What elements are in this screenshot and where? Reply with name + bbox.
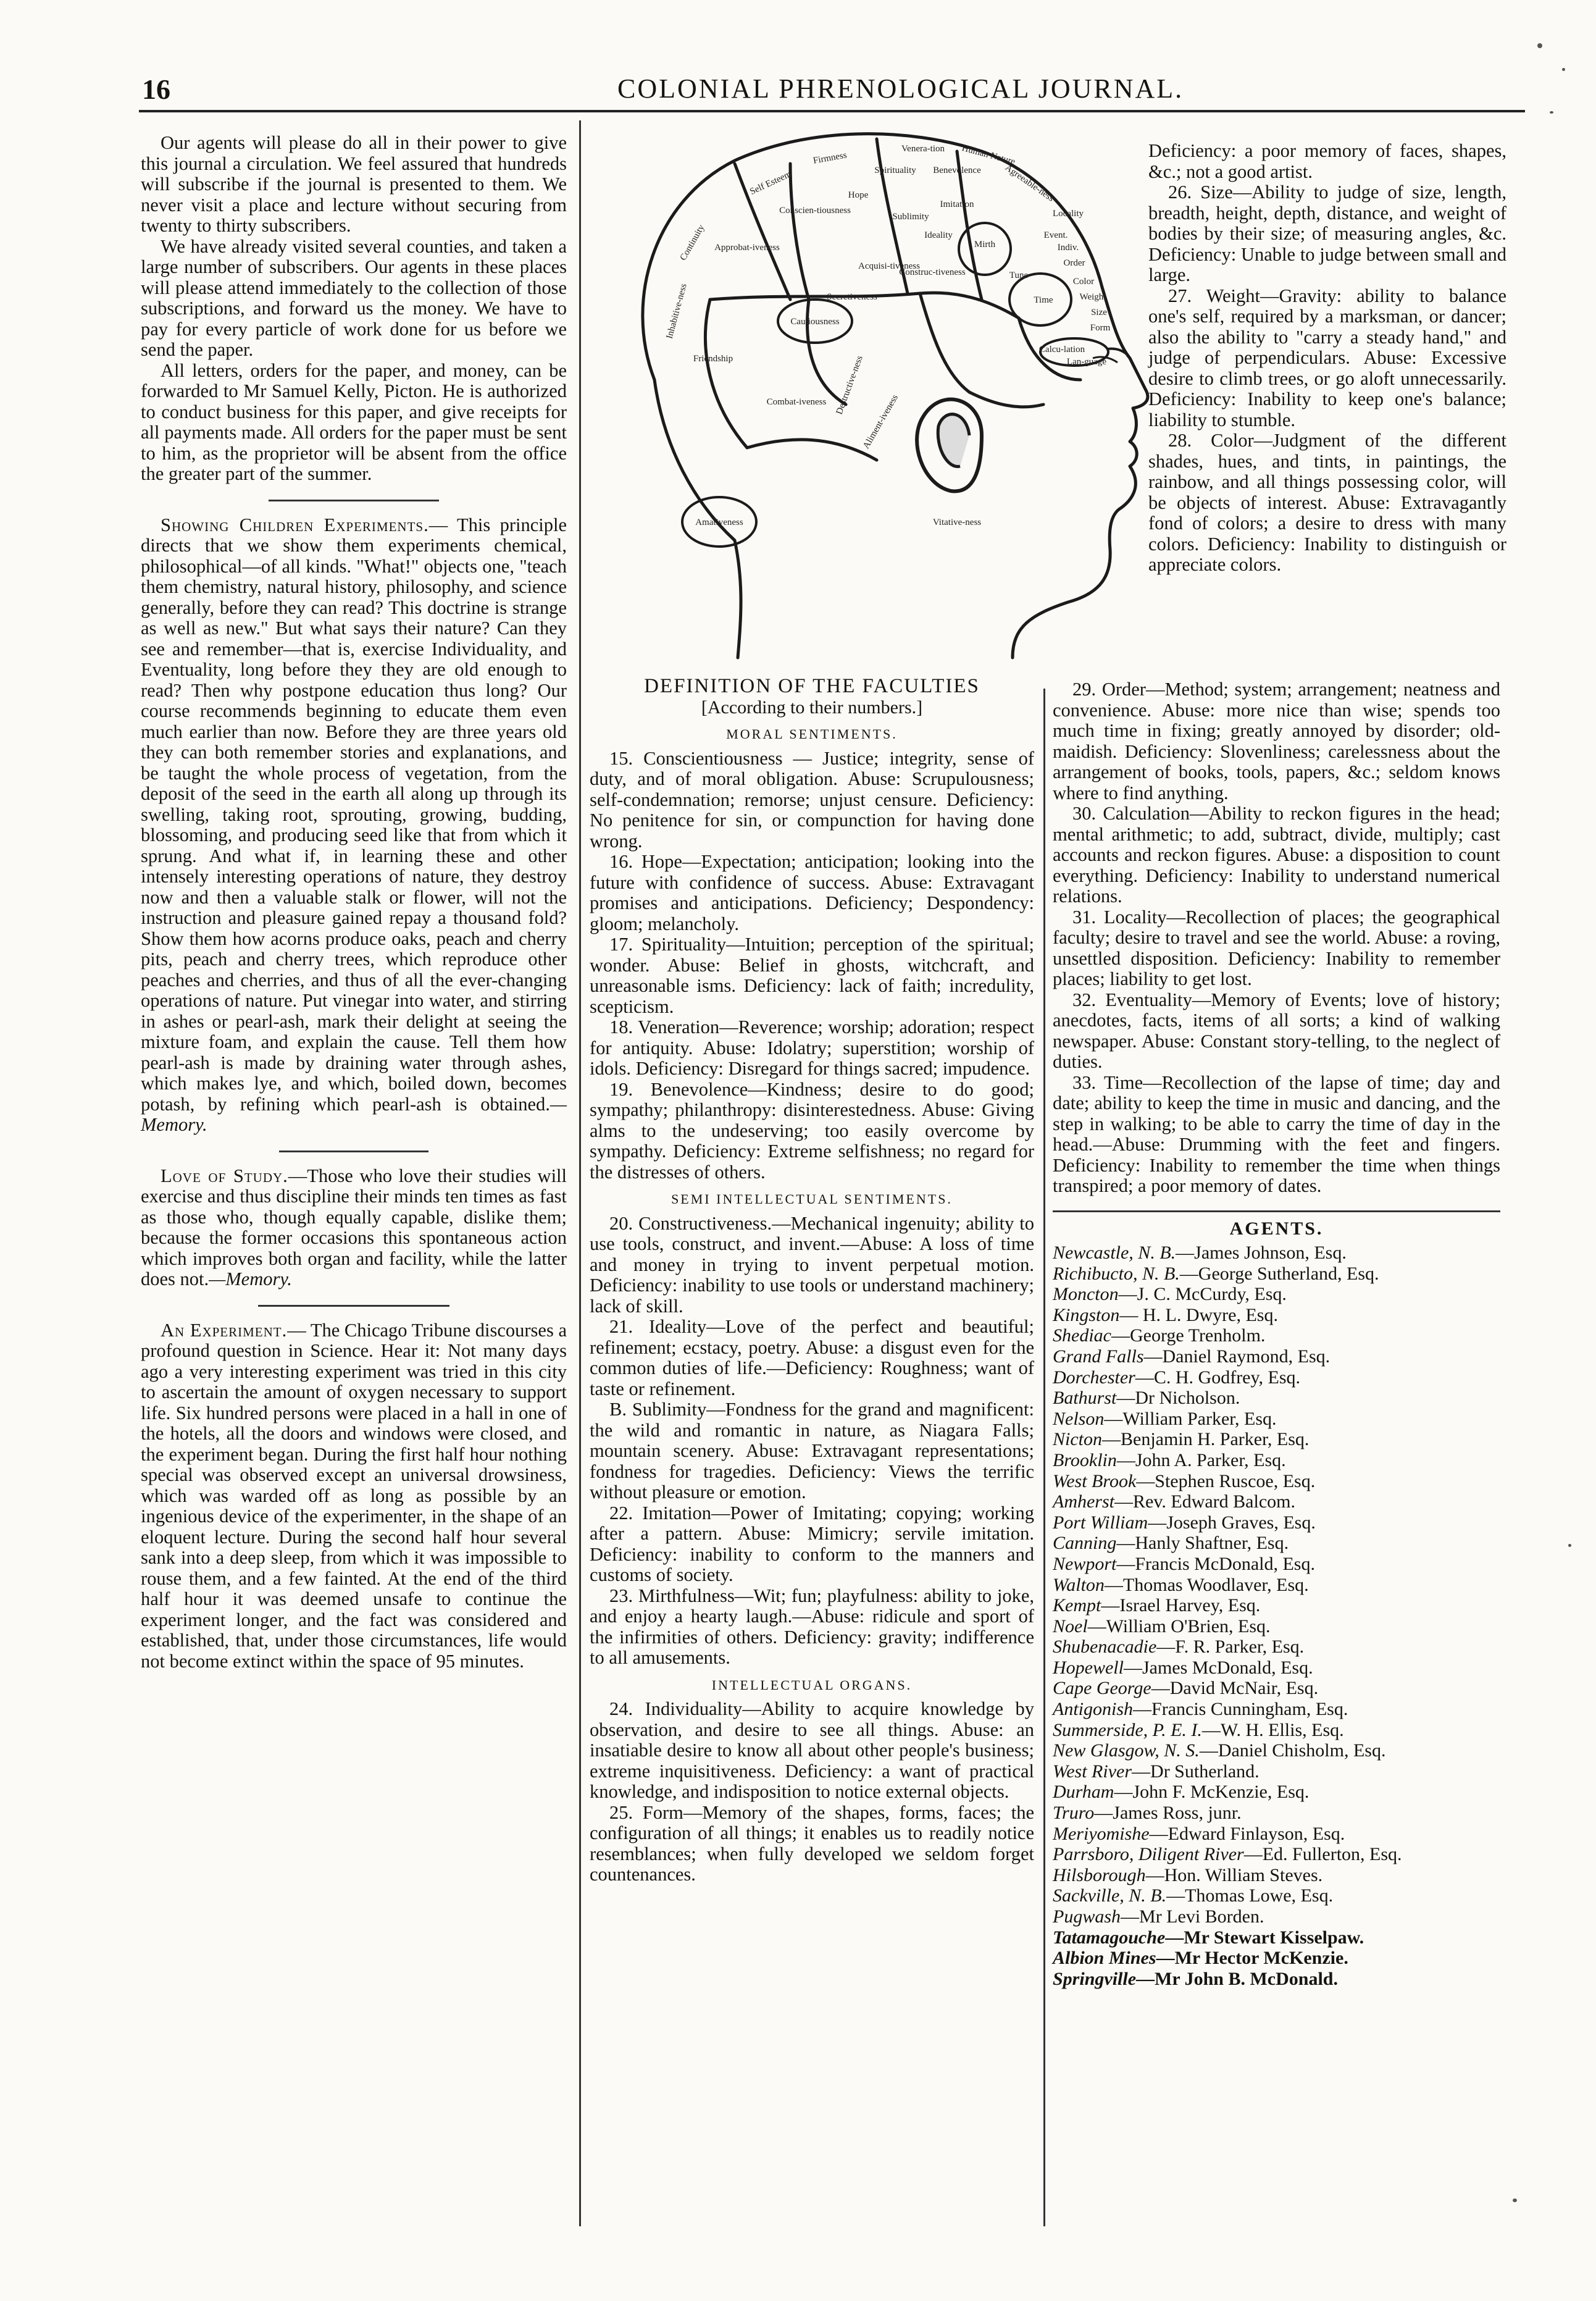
faculty-entry: 32. Eventuality—Memory of Events; love of history; anecdotes, facts, items of all sorts; a kind of walking newspaper. Abuse: Constant story-telling, to the neglect of duties. — [1053, 989, 1500, 1072]
agent-name: —Benjamin H. Parker, Esq. — [1102, 1429, 1310, 1450]
agents-title: AGENTS. — [1229, 1218, 1324, 1239]
agent-entry — [1053, 1616, 1500, 1637]
head-label: Vitative-ness — [932, 518, 982, 527]
running-title: COLONIAL PHRENOLOGICAL JOURNAL. — [617, 73, 1184, 104]
faculty-entry: 23. Mirthfulness—Wit; fun; playfulness: ability to joke, and enjoy a hearty laugh.—Abuse: ridicule and sport of the infirmities of others. Deficiency: gravity; indifference to all amusements. — [590, 1585, 1034, 1668]
faculty-entry: 33. Time—Recollection of the lapse of time; day and date; ability to keep the time in music and dancing, and the step in walking; to be able to carry the time of day in the head.—Abuse: Drumming with the feet and fingers. Deficiency: Inability to remember the time when things transpired; a poor memory of dates. — [1053, 1071, 1500, 1196]
agent-entry — [1053, 1699, 1500, 1720]
agent-entry — [1053, 1658, 1500, 1679]
head-label: Hope — [848, 190, 869, 200]
agent-name: —Francis McDonald, Esq. — [1116, 1553, 1315, 1574]
agent-entry — [1053, 1595, 1500, 1616]
semi-intellectual-heading: SEMI INTELLECTUAL SENTIMENTS. — [671, 1191, 953, 1207]
agent-entry — [1053, 1948, 1500, 1969]
article-experiment — [141, 1320, 567, 1672]
agent-name: —George Sutherland, Esq. — [1179, 1263, 1379, 1284]
agent-place: Bathurst — [1053, 1388, 1117, 1409]
definition-of-faculties — [590, 676, 1034, 1885]
head-label: Weight — [1079, 292, 1106, 302]
faculty-entry: 29. Order—Method; system; arrangement; neatness and convenience. Abuse: more nice than wise; spends too much time in fixing; greatly annoyed by disorder; old-maidish. Deficiency: Slovenliness; carelessness about the arrangement of books, tools, papers, &c.; seldom knows where to find anything. — [1053, 679, 1500, 803]
agent-place: Albion Mines — [1053, 1948, 1156, 1969]
agent-entry — [1053, 1305, 1500, 1326]
print-speck — [1513, 2198, 1517, 2202]
agent-name: —Ed. Fullerton, Esq. — [1243, 1844, 1402, 1865]
head-label: Combat-iveness — [766, 397, 827, 407]
agent-entry — [1053, 1803, 1500, 1824]
agent-place: West River — [1053, 1761, 1132, 1782]
agent-name: —Mr Hector McKenzie. — [1156, 1948, 1348, 1969]
head-label: Lan-guage — [1066, 357, 1107, 367]
agent-name: —John A. Parker, Esq. — [1116, 1449, 1286, 1470]
faculty-entry: 19. Benevolence—Kindness; desire to do good; sympathy; philanthropy: disinterestedness. Abuse: Giving alms to the undeserving; too easily overcome by sympathy. Deficiency: Extreme selfishness; no regard for the distresses of others. — [590, 1078, 1034, 1183]
faculty-entry: 24. Individuality—Ability to acquire knowledge by observation, and desire to see all things. Abuse: an insatiable desire to know all about other people's business; extreme inquisitiveness. Deficiency: a want of practical knowledge, and indisposition to notice external objects. — [590, 1698, 1034, 1802]
agent-name: —Daniel Chisholm, Esq. — [1199, 1740, 1386, 1761]
agent-entry — [1053, 1450, 1500, 1471]
agent-place: Walton — [1053, 1574, 1105, 1595]
agent-place: New Glasgow, N. S. — [1053, 1740, 1200, 1761]
head-label: Mirth — [974, 240, 996, 249]
agent-name: —George Trenholm. — [1111, 1325, 1266, 1346]
article-love-of-study — [141, 1166, 567, 1290]
head-label: Cautiousness — [790, 317, 840, 327]
faculty-entry: 20. Constructiveness.—Mechanical ingenuity; ability to use tools, construct, and invent.—Abuse: A loss of time and money in trying to invent perpetual motion. Deficiency: inability to use tools or understand machinery; lack of skill. — [590, 1212, 1034, 1317]
article-title: An Experiment. — [161, 1319, 288, 1341]
agent-entry — [1053, 1906, 1500, 1927]
head-label: Locality — [1053, 209, 1084, 219]
faculty-entry: 16. Hope—Expectation; anticipation; looking into the future with confidence of success. Abuse: Extravagant promises and anticipations. Deficiency; Despondency: gloom; melancholy. — [590, 851, 1034, 934]
section-divider — [258, 1305, 450, 1307]
head-label: Amativeness — [695, 518, 743, 527]
agent-name: —C. H. Godfrey, Esq. — [1135, 1367, 1301, 1388]
agent-name: —W. H. Ellis, Esq. — [1201, 1719, 1344, 1740]
article-body: — The Chicago Tribune discourses a profound question in Science. Hear it: Not many days ago a very interesting experiment was tried in this city to ascertain the amount of oxygen necessary to support life. Six hundred persons were placed in a hall in one of the hotels, all the doors and windows were closed, and the experiment began. During the first half hour nothing special was observed except an universal drowsiness, which was warded off as long as possible by an ingenious device of the experimenter, in the shape of an eloquent lecture. During the second half hour several sank into a deep sleep, from which it was impossible to rouse them, and a few fainted. At the end of the third half hour it was deemed unsafe to continue the experiment longer, and the fact was considered and established, that, under those circumstances, life would not become extinct within the space of 95 minutes. — [141, 1319, 567, 1672]
article-source: —Memory. — [209, 1268, 292, 1289]
agent-entry — [1053, 1844, 1500, 1865]
agent-name: —Mr John B. McDonald. — [1136, 1968, 1338, 1989]
agent-name: —Mr Levi Borden. — [1121, 1906, 1264, 1927]
agent-entry — [1053, 1761, 1500, 1782]
section-title: DEFINITION OF THE FACULTIES — [644, 675, 980, 697]
faculty-entry: 28. Color—Judgment of the different shades, hues, and tints, in paintings, the rainbow, and all things possessing color, will be objects of interest. Abuse: Extravagantly fond of colors; a desire to dress with many colors. Deficiency: Inability to distinguish or appreciate colors. — [1148, 430, 1506, 575]
header-rule — [139, 110, 1525, 112]
head-label: Destructive-ness — [834, 354, 865, 416]
print-speck — [1562, 68, 1565, 71]
agent-name: —Mr Stewart Kisselpaw. — [1165, 1927, 1364, 1948]
agent-place: Cape George — [1053, 1678, 1151, 1699]
head-label: Ideality — [924, 230, 953, 240]
agent-entry — [1053, 1533, 1500, 1554]
agent-place: Tatamagouche — [1053, 1927, 1166, 1948]
print-speck — [1537, 43, 1542, 48]
head-label: Inhabitive-ness — [664, 282, 689, 340]
paragraph: Our agents will please do all in their power to give this journal a circulation. We feel assured that hundreds will subscribe if the journal is presented to them. We never visit a place and lecture without securing from twenty to thirty subscribers. — [141, 132, 567, 236]
agent-entry — [1053, 1325, 1500, 1346]
article-children-experiments — [141, 515, 567, 1136]
agent-place: Antigonish — [1053, 1699, 1134, 1720]
article-source: —Memory. — [141, 1093, 567, 1135]
agent-name: —J. C. McCurdy, Esq. — [1118, 1284, 1287, 1305]
agent-name: —David McNair, Esq. — [1151, 1678, 1319, 1699]
agent-place: Canning — [1053, 1533, 1117, 1554]
agent-place: Moncton — [1053, 1284, 1119, 1305]
agent-place: Kingston — [1053, 1304, 1120, 1325]
print-speck — [1568, 1544, 1571, 1547]
head-label: Venera-tion — [901, 144, 945, 154]
faculty-entry: 30. Calculation—Ability to reckon figures in the head; mental arithmetic; to add, subtract, divide, multiply; cast accounts and reckon figures. Abuse: a disposition to count everything. Deficiency: Inability to understand numerical relations. — [1053, 803, 1500, 907]
agent-place: Brooklin — [1053, 1449, 1117, 1470]
section-divider — [269, 500, 439, 501]
agent-name: —Hon. William Steves. — [1145, 1864, 1323, 1885]
agent-name: —F. R. Parker, Esq. — [1156, 1637, 1305, 1658]
section-subtitle: [According to their numbers.] — [701, 697, 923, 718]
agent-name: —Thomas Woodlaver, Esq. — [1104, 1574, 1309, 1595]
agent-entry — [1053, 1367, 1500, 1388]
faculty-entry: 15. Conscientiousness — Justice; integrity, sense of duty, and of moral obligation. Abuse: Scrupulousness; self-condemnation; remorse; unjust censure. Deficiency: No penitence for sin, or compunction for having done wrong. — [590, 747, 1034, 852]
faculty-entry: 31. Locality—Recollection of places; the geographical faculty; desire to travel and see the world. Abuse: a roving, unsettled disposition. Deficiency: Inability to remember places; liability to get lost. — [1053, 906, 1500, 989]
head-label: Sublimity — [892, 212, 929, 222]
agent-place: Richibucto, N. B. — [1053, 1263, 1180, 1284]
agent-name: —Joseph Graves, Esq. — [1148, 1512, 1316, 1533]
agent-place: Noel — [1053, 1616, 1088, 1637]
agent-entry — [1053, 1865, 1500, 1886]
agent-entry — [1053, 1243, 1500, 1264]
agent-name: —James McDonald, Esq. — [1123, 1657, 1313, 1678]
agent-place: Durham — [1053, 1782, 1114, 1803]
agent-place: Parrsboro, Diligent River — [1053, 1844, 1244, 1865]
head-label: Calcu-lation — [1038, 345, 1085, 354]
agent-name: —Israel Harvey, Esq. — [1101, 1595, 1261, 1616]
faculty-entry: 21. Ideality—Love of the perfect and beautiful; refinement; ecstacy, poetry. Abuse: a disgust even for the common duties of life.—Deficiency: Roughness; want of taste or refinement. — [590, 1316, 1034, 1399]
faculty-entry: 26. Size—Ability to judge of size, length, breadth, height, depth, distance, and weight of bodies by their size; of measuring angles, &c. Deficiency: Unable to judge between small and large. — [1148, 182, 1506, 285]
agent-place: Meriyomishe — [1053, 1823, 1150, 1844]
agent-entry — [1053, 1264, 1500, 1285]
agent-entry — [1053, 1969, 1500, 1990]
agent-entry — [1053, 1491, 1500, 1512]
faculty-entry: Deficiency: a poor memory of faces, shapes, &c.; not a good artist. — [1148, 140, 1506, 182]
faculty-entry: 25. Form—Memory of the shapes, forms, faces; the configuration of all things; it enables us to readily notice resemblances; when fully developed we seldom forget countenances. — [590, 1801, 1034, 1885]
agent-place: Truro — [1053, 1803, 1095, 1824]
article-body: — This principle directs that we show them experiments chemical, philosophical—of all kinds. "What!" objects one, "teach them chemistry, natural history, philosophy, and science generally, before they can read? This doctrine is strange as well as new." But what says their nature? Can they see and remember—that is, exercise Individuality, and Eventuality, long before they they are old enough to read? Then why postpone education thus long? Our course recommends beginning to educate them even much earlier than now. Before they are three years old they can both remember stories and explanations, and be taught the whole process of vegetation, from the deposit of the seed in the earth all along up through its swelling, taking root, sprouting, growing, budding, blossoming, and producing seed like that from which it sprung. And what if, in learning these and other intensely interesting operations of nature, they destroy now and then a valuable stalk or flower, will not the instruction and pleasure gained repay a thousand fold? Show them how acorns produce oaks, peach and cherry pits, peach and cherry trees, which reproduce other peaches and cherries, and thus of all the ever-changing operations of nature. Put vinegar into water, and stirring in ashes or pearl-ash, mark their delight at seeing the mixture foam, and explain the cause. Tell them how pearl-ash is made by draining water through ashes, which makes lye, and which, boiled down, becomes potash, by refining which pearl-ash is obtained. — [141, 514, 567, 1115]
agent-name: — H. L. Dwyre, Esq. — [1119, 1304, 1278, 1325]
agent-place: Hopewell — [1053, 1657, 1124, 1678]
faculties-continued-top — [1148, 141, 1506, 576]
agent-entry — [1053, 1512, 1500, 1533]
agent-place: Hilsborough — [1053, 1864, 1146, 1885]
head-label: Continuity — [678, 223, 707, 262]
agent-place: Kempt — [1053, 1595, 1101, 1616]
moral-sentiments-heading: MORAL SENTIMENTS. — [726, 726, 898, 742]
faculty-entry: 22. Imitation—Power of Imitating; copying; working after a pattern. Abuse: Mimicry; servile imitation. Deficiency: inability to conform to the manners and customs of society. — [590, 1502, 1034, 1585]
head-label: Benevolence — [933, 166, 981, 175]
print-speck — [1550, 111, 1553, 114]
agent-entry — [1053, 1554, 1500, 1575]
intellectual-organs-heading: INTELLECTUAL ORGANS. — [711, 1677, 913, 1693]
article-body: —Those who love their studies will exercise and thus discipline their minds ten times as fast as those who, though equally capable, dislike them; because the former occasions this spontaneous action which improves both organ and facility, while the latter does not. — [141, 1165, 567, 1289]
agent-name: —Dr Nicholson. — [1116, 1388, 1240, 1409]
head-label: Indiv. — [1057, 243, 1079, 253]
agent-place: Newport — [1053, 1553, 1117, 1574]
head-label: Firmness — [812, 150, 848, 166]
head-label: Friendship — [693, 354, 733, 364]
faculty-entry: 18. Veneration—Reverence; worship; adoration; respect for antiquity. Abuse: Idolatry; superstition; worship of idols. Deficiency: Disregard for things sacred; impudence. — [590, 1016, 1034, 1079]
agent-place: Springville — [1053, 1968, 1137, 1989]
agent-name: —John F. McKenzie, Esq. — [1114, 1782, 1310, 1803]
agents-notice — [141, 133, 567, 485]
agent-place: Sackville, N. B. — [1053, 1885, 1167, 1906]
agent-place: Newcastle, N. B. — [1053, 1243, 1176, 1263]
agent-place: Nelson — [1053, 1408, 1105, 1429]
agent-name: —Dr Sutherland. — [1132, 1761, 1260, 1782]
agent-entry — [1053, 1927, 1500, 1948]
agent-name: —William O'Brien, Esq. — [1087, 1616, 1271, 1637]
agent-place: Shediac — [1053, 1325, 1111, 1346]
agent-entry — [1053, 1471, 1500, 1492]
head-label: Event. — [1043, 230, 1068, 240]
agent-place: Summerside, P. E. I. — [1053, 1719, 1202, 1740]
agent-name: —Francis Cunningham, Esq. — [1133, 1699, 1348, 1720]
agent-place: Shubenacadie — [1053, 1637, 1157, 1658]
agent-entry — [1053, 1637, 1500, 1658]
head-label: Imitation — [940, 199, 974, 209]
agent-entry — [1053, 1740, 1500, 1761]
agent-entry — [1053, 1388, 1500, 1409]
head-label: Secretiveness — [827, 292, 877, 302]
agent-name: —Rev. Edward Balcom. — [1114, 1491, 1295, 1512]
article-title: Showing Children Experiments. — [161, 514, 429, 535]
agent-name: —Daniel Raymond, Esq. — [1143, 1346, 1331, 1367]
agent-name: —Thomas Lowe, Esq. — [1166, 1885, 1334, 1906]
agent-place: Pugwash — [1053, 1906, 1121, 1927]
agent-name: —James Ross, junr. — [1094, 1803, 1242, 1824]
agent-name: —Edward Finlayson, Esq. — [1149, 1823, 1345, 1844]
head-label: Conscien-tiousness — [779, 206, 851, 216]
agent-entry — [1053, 1346, 1500, 1367]
agent-entry — [1053, 1720, 1500, 1741]
agent-entry — [1053, 1678, 1500, 1699]
faculty-entry: 17. Spirituality—Intuition; perception of the spiritual; wonder. Abuse: Belief in ghosts, witchcraft, and unreasonable isms. Deficiency: lack of faith; incredulity, scepticism. — [590, 934, 1034, 1017]
head-label: Construc-tiveness — [899, 267, 966, 277]
agent-entry — [1053, 1824, 1500, 1845]
agent-place: West Brook — [1053, 1470, 1137, 1491]
agent-place: Dorchester — [1053, 1367, 1135, 1388]
agent-name: —Stephen Ruscoe, Esq. — [1136, 1470, 1316, 1491]
head-label: Color — [1072, 277, 1095, 287]
agents-list — [1053, 1243, 1500, 1989]
head-label: Human Nature — [961, 143, 1016, 167]
agent-entry — [1053, 1782, 1500, 1803]
agent-name: —James Johnson, Esq. — [1176, 1243, 1347, 1263]
agents-rule — [1053, 1210, 1500, 1212]
agent-name: —Hanly Shaftner, Esq. — [1116, 1533, 1289, 1554]
head-label: Order — [1063, 258, 1085, 268]
agent-entry — [1053, 1409, 1500, 1430]
faculty-entry: B. Sublimity—Fondness for the grand and magnificent: the wild and romantic in nature, as Niagara Falls; mountain scenery. Abuse: Extravagant representations; fondness for tragedies. Deficiency: Views the terrific without pleasure or emotion. — [590, 1399, 1034, 1503]
head-label: Self Esteem — [748, 169, 793, 197]
agent-place: Grand Falls — [1053, 1346, 1144, 1367]
agent-name: —William Parker, Esq. — [1104, 1408, 1277, 1429]
section-divider — [279, 1150, 428, 1152]
agent-entry — [1053, 1429, 1500, 1450]
column-left — [141, 133, 567, 1672]
head-label: Tune — [1009, 270, 1029, 280]
head-label: Agreeable-ness — [1003, 162, 1056, 204]
head-label: Acquisi-tiveness — [858, 261, 920, 271]
head-label: Spirituality — [874, 166, 916, 175]
head-label: Approbat-iveness — [714, 243, 780, 253]
agent-place: Nicton — [1053, 1429, 1102, 1450]
agent-place: Amherst — [1053, 1491, 1114, 1512]
agent-entry — [1053, 1284, 1500, 1305]
article-title: Love of Study. — [161, 1165, 288, 1186]
agent-entry — [1053, 1885, 1500, 1906]
faculties-continued — [1053, 679, 1500, 1989]
agent-place: Port William — [1053, 1512, 1148, 1533]
head-label: Form — [1090, 323, 1111, 333]
column-rule-right — [1043, 689, 1045, 2226]
head-label: Time — [1034, 295, 1053, 305]
paragraph: All letters, orders for the paper, and money, can be forwarded to Mr Samuel Kelly, Picton. He is authorized to conduct business for this paper, and give receipts for all payments made. All orders for the paper must be sent to him, as the proprietor will be absent from the office the greater part of the summer. — [141, 359, 567, 484]
faculty-entry: 27. Weight—Gravity: ability to balance one's self, required by a marksman, or dancer; also the ability to "carry a steady hand," and judge of perpendiculars. Abuse: Excessive desire to climb trees, or go aloft unnecessarily. Deficiency: Inability to keep one's balance; liability to stumble. — [1148, 285, 1506, 430]
head-label: Size — [1091, 308, 1107, 317]
column-rule-left — [579, 120, 581, 2226]
head-label: Aliment-iveness — [861, 393, 901, 451]
agent-entry — [1053, 1575, 1500, 1596]
page-number: 16 — [142, 73, 170, 105]
paragraph: We have already visited several counties, and taken a large number of subscribers. Our agents in these places will please attend immediately to the collection of those subscriptions, and forward us the money. We have to pay for every particle of work done for us before we send the paper. — [141, 235, 567, 360]
